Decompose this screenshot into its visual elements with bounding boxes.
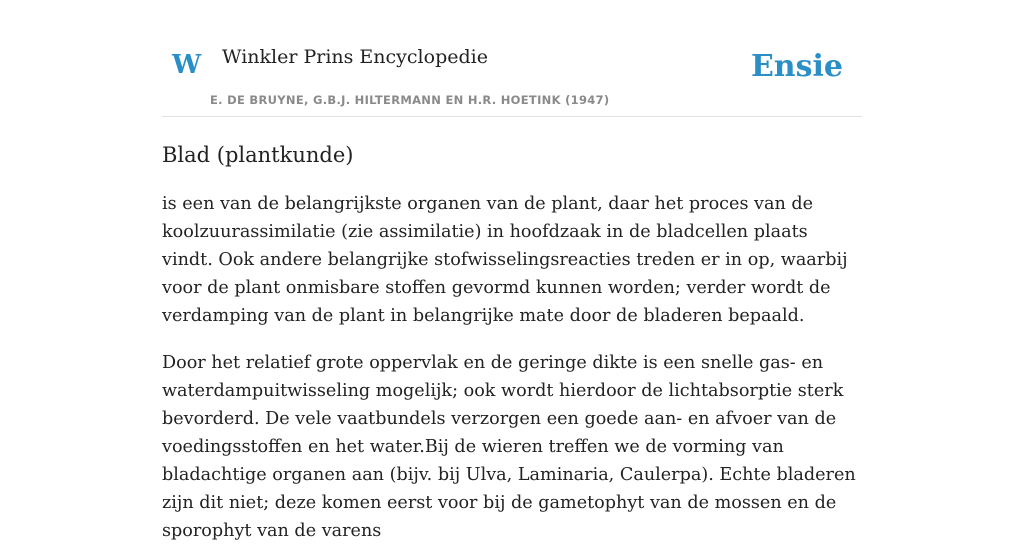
- article-paragraph-1: is een van de belangrijkste organen van de plant, daar het proces van de koolzuurassimilatie (zie assimilatie) in hoofdzaak in de bladcellen plaats vindt. Ook andere belangrijke stofwisselingsreacties treden er in op, waarbij voor de plant onmisbare stoffen gevormd kunnen worden; verder wordt de verdamping van de plant in belangrijke mate door de bladeren bepaald.: [162, 194, 848, 327]
- article-container: [162, 0, 862, 545]
- site-header: [162, 0, 862, 117]
- publication-title-link[interactable]: Winkler Prins Encyclopedie: [222, 46, 488, 68]
- publication-logo-icon[interactable]: W: [172, 50, 202, 80]
- article-title: Blad (plantkunde): [162, 143, 354, 167]
- ensie-logo-link[interactable]: Ensie: [750, 49, 843, 84]
- article-paragraph-2: Door het relatief grote oppervlak en de geringe dikte is een snelle gas- en waterdampuitwisseling mogelijk; ook wordt hierdoor de lichtabsorptie sterk bevorderd. De vele vaatbundels verzorgen een goede aan- en afvoer van de voedingsstoffen en het water.Bij de wieren treffen we de vorming van bladachtige organen aan (bijv. bij Ulva, Laminaria, Caulerpa). Echte bladeren zijn dit niet; deze komen eerst voor bij de gametophyt van de mossen en de sporophyt van de varens: [162, 353, 856, 542]
- publication-authors: E. DE BRUYNE, G.B.J. HILTERMANN EN H.R. HOETINK (1947): [210, 93, 610, 107]
